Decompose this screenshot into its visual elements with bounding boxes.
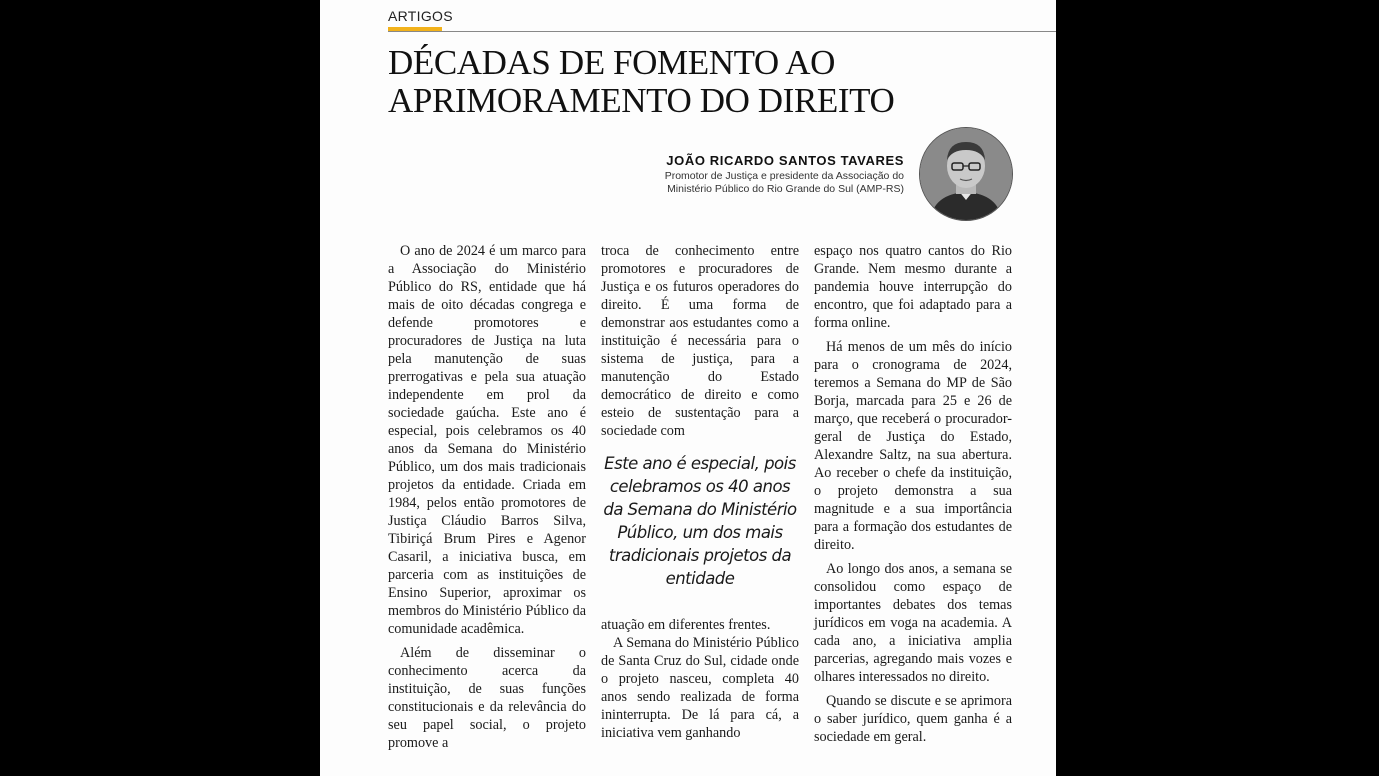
- paragraph: atuação em diferentes frentes.: [601, 617, 771, 633]
- article-column-2: [601, 242, 799, 446]
- article-column-1: [388, 242, 586, 758]
- section-label: ARTIGOS: [388, 8, 453, 24]
- pull-quote: Este ano é especial, pois celebramos os 40 anos da Semana do Ministério Público, um dos mais tradicionais projetos da entidade: [603, 454, 797, 588]
- author-photo: [919, 127, 1013, 221]
- section-divider: [388, 31, 1056, 32]
- article-column-3: [814, 242, 1012, 752]
- paragraph: A Semana do Ministério Público de Santa Cruz do Sul, cidade onde o projeto nasceu, completa 40 anos sendo realizada de forma ininterrupta. De lá para cá, a iniciativa vem ganhando: [601, 635, 799, 741]
- author-role: Promotor de Justiça e presidente da Associação do Ministério Público do Rio Grande do Sul (AMP-RS): [664, 170, 904, 195]
- paragraph: Há menos de um mês do início para o cronograma de 2024, teremos a Semana do MP de São Borja, marcada para 25 e 26 de março, que receberá o procurador-geral de Justiça do Estado, Alexandre Saltz, na sua abertura. Ao receber o chefe da instituição, o projeto demonstra a sua magnitude e a sua importância para a formação dos estudantes de direito.: [814, 339, 1012, 553]
- newspaper-page: [320, 0, 1056, 776]
- paragraph: Ao longo dos anos, a semana se consolidou como espaço de importantes debates dos temas jurídicos em voga na academia. A cada ano, a iniciativa amplia parcerias, agregando mais vozes e olhares interessados no direito.: [814, 561, 1012, 685]
- article-title: DÉCADAS DE FOMENTO AO APRIMORAMENTO DO DIREITO: [388, 43, 895, 120]
- paragraph: Além de disseminar o conhecimento acerca da instituição, de suas funções constitucionais e da relevância do seu papel social, o projeto promove a: [388, 645, 586, 751]
- author-name: JOÃO RICARDO SANTOS TAVARES: [666, 153, 904, 168]
- paragraph: troca de conhecimento entre promotores e procuradores de Justiça e os futuros operadores do direito. É uma forma de demonstrar aos estudantes como a instituição é necessária para o sistema de justiça, para a manutenção do Estado democrático de direito e como esteio de sustentação para a sociedade com: [601, 243, 799, 439]
- author-photo-icon: [920, 128, 1012, 220]
- paragraph: espaço nos quatro cantos do Rio Grande. Nem mesmo durante a pandemia houve interrupção do encontro, que foi adaptado para a forma online.: [814, 243, 1012, 331]
- article-column-2-continued: [601, 616, 799, 742]
- paragraph: O ano de 2024 é um marco para a Associação do Ministério Público do RS, entidade que há mais de oito décadas congrega e defende promotores e procuradores de Justiça na luta pela manutenção de suas prerrogativas e pela sua atuação independente em prol da sociedade gaúcha. Este ano é especial, pois celebramos os 40 anos da Semana do Ministério Público, um dos mais tradicionais projetos da entidade. Criada em 1984, pelos então promotores de Justiça Cláudio Barros Silva, Tibiriçá Brum Pires e Agenor Casaril, a iniciativa busca, em parceria com as instituições de Ensino Superior, aproximar os membros do Ministério Público da comunidade acadêmica.: [388, 243, 586, 637]
- paragraph: Quando se discute e se aprimora o saber jurídico, quem ganha é a sociedade em geral.: [814, 693, 1012, 745]
